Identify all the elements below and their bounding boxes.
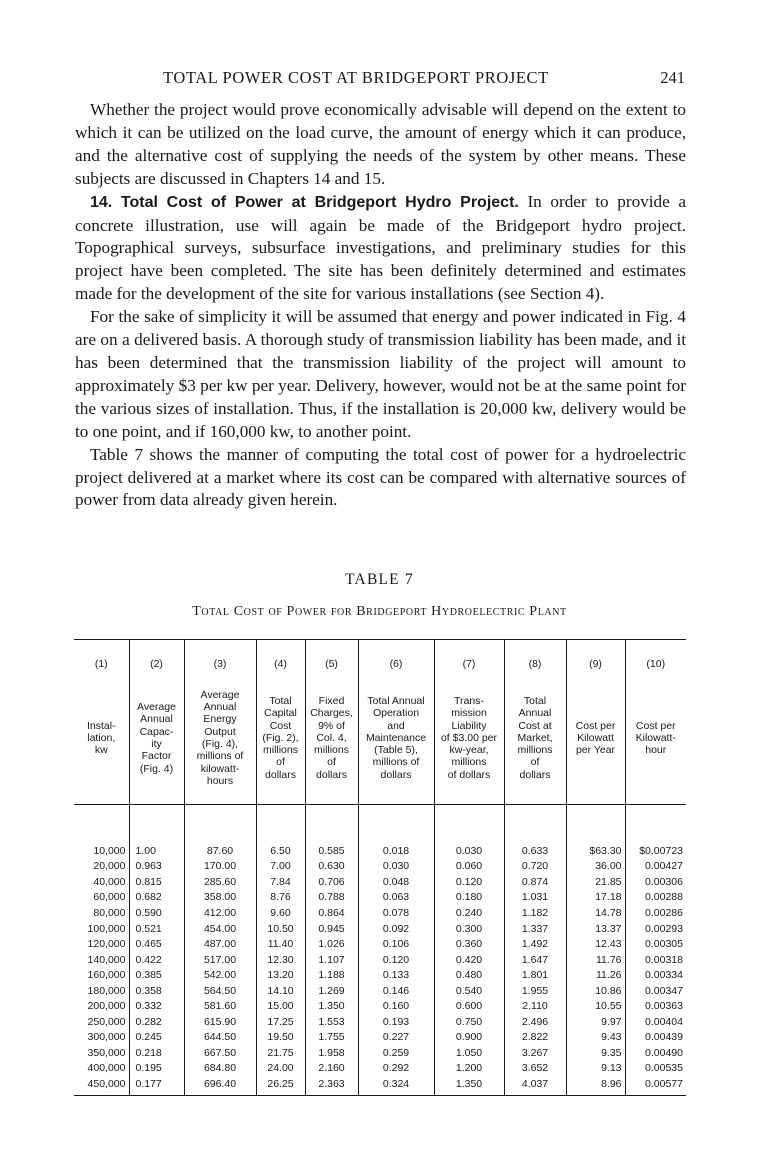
- table-cell: 1.050: [434, 1045, 504, 1061]
- spacer-cell: [305, 805, 358, 844]
- table-cell: 1.188: [305, 967, 358, 983]
- table-cell: 358.00: [184, 890, 256, 906]
- table-cell: 0.120: [358, 952, 434, 968]
- table-cell: 17.25: [256, 1014, 305, 1030]
- paragraph-section-14: [75, 191, 686, 307]
- table-cell: 21.85: [566, 874, 625, 890]
- column-header-line: Annual: [518, 707, 552, 720]
- table-cell: 180,000: [87, 984, 126, 997]
- column-header-line: Annual: [140, 713, 173, 726]
- table-cell: 10,000: [93, 844, 126, 857]
- column-header-line: millions: [262, 744, 298, 757]
- table-row: [74, 843, 686, 859]
- table-cell: 40,000: [93, 875, 126, 888]
- table-cell: 9.60: [256, 905, 305, 921]
- column-header: [256, 672, 305, 805]
- table-row: [74, 874, 686, 890]
- column-header-line: millions of: [196, 750, 244, 763]
- total-cost-table: [74, 639, 686, 1096]
- table-cell: 542.00: [184, 967, 256, 983]
- table-cell: 0.018: [358, 843, 434, 859]
- column-header-line: Capac-: [139, 725, 174, 738]
- table-row: [74, 890, 686, 906]
- table-cell: 7.84: [256, 874, 305, 890]
- column-header-line: Capital: [264, 707, 297, 720]
- column-header-line: of: [276, 756, 285, 769]
- column-header: [625, 672, 686, 805]
- table-cell: 0.358: [129, 983, 184, 999]
- table-cell: 160,000: [87, 969, 126, 982]
- spacer-cell: [566, 805, 625, 844]
- table-cell: 0.360: [434, 936, 504, 952]
- table-cell: 1.00: [129, 843, 184, 859]
- column-header-line: lation,: [87, 731, 116, 744]
- table-cell: 517.00: [184, 952, 256, 968]
- column-header-line: Cost per: [635, 719, 676, 732]
- running-title: TOTAL POWER COST AT BRIDGEPORT PROJECT: [163, 68, 549, 87]
- table-cell: 19.50: [256, 1030, 305, 1046]
- table-cell: 10.86: [566, 983, 625, 999]
- table-cell: 0.00490: [625, 1045, 686, 1061]
- table-cell: 7.00: [256, 859, 305, 875]
- table-cell: 300,000: [87, 1031, 126, 1044]
- table-cell: 0.682: [129, 890, 184, 906]
- table-cell: 0.106: [358, 936, 434, 952]
- column-header-line: (Table 5),: [374, 744, 418, 757]
- spacer-cell: [129, 805, 184, 844]
- column-header-line: millions of: [372, 756, 420, 769]
- table-cell: 0.00318: [625, 952, 686, 968]
- table-row: [74, 936, 686, 952]
- table-cell: 1.553: [305, 1014, 358, 1030]
- table-cell: 0.146: [358, 983, 434, 999]
- column-header-line: hours: [206, 774, 234, 787]
- column-header-line: Market,: [517, 731, 553, 744]
- table-cell: 0.900: [434, 1030, 504, 1046]
- column-header-line: and: [387, 719, 405, 732]
- table-cell: 0.218: [129, 1045, 184, 1061]
- table-cell: 0.030: [358, 859, 434, 875]
- table-cell: 24.00: [256, 1061, 305, 1077]
- table-cell: 2.496: [504, 1014, 566, 1030]
- column-header-line: Average: [200, 688, 240, 701]
- column-header: [74, 672, 129, 805]
- table-cell: 1.026: [305, 936, 358, 952]
- column-header-line: Annual: [203, 701, 237, 714]
- table-cell: 9.43: [566, 1030, 625, 1046]
- column-header-line: (Fig. 4): [139, 762, 174, 775]
- table-cell: 0.00288: [625, 890, 686, 906]
- table-cell: 0.259: [358, 1045, 434, 1061]
- table-cell: 400,000: [87, 1062, 126, 1075]
- table-cell: 0.750: [434, 1014, 504, 1030]
- table-cell: 1.182: [504, 905, 566, 921]
- table-cell: 140,000: [87, 953, 126, 966]
- table-cell: 0.00334: [625, 967, 686, 983]
- table-cell: 1.200: [434, 1061, 504, 1077]
- table-cell: 450,000: [74, 1076, 129, 1095]
- table-cell: 615.90: [184, 1014, 256, 1030]
- column-header: [305, 672, 358, 805]
- column-header-line: per Year: [575, 744, 616, 757]
- column-header-line: Output: [204, 725, 236, 738]
- table-cell: 696.40: [184, 1076, 256, 1095]
- column-header-line: kw: [94, 744, 108, 757]
- column-header-line: Energy: [203, 713, 237, 726]
- table-cell: 11.40: [256, 936, 305, 952]
- table-cell: 454.00: [184, 921, 256, 937]
- table-cell: 14.10: [256, 983, 305, 999]
- table-spacer-row: [74, 805, 686, 844]
- table-cell: 285.60: [184, 874, 256, 890]
- table-cell: $63.30: [566, 843, 625, 859]
- table-cell: 644.50: [184, 1030, 256, 1046]
- table-cell: 0.815: [129, 874, 184, 890]
- table-cell: 0.963: [129, 859, 184, 875]
- table-cell: 100,000: [87, 922, 126, 935]
- table-cell: 0.945: [305, 921, 358, 937]
- column-header-line: millions: [517, 744, 553, 757]
- column-header-line: (Fig. 2),: [262, 731, 299, 744]
- column-number: (2): [129, 640, 184, 673]
- table-cell: 15.00: [256, 998, 305, 1014]
- column-header: [129, 672, 184, 805]
- column-header: [434, 672, 504, 805]
- table-cell: 1.350: [434, 1076, 504, 1095]
- column-number: (10): [625, 640, 686, 673]
- spacer-cell: [434, 805, 504, 844]
- table-cell: 0.177: [129, 1076, 184, 1095]
- table-cell: 36.00: [566, 859, 625, 875]
- column-header: [566, 672, 625, 805]
- table-cell: 21.75: [256, 1045, 305, 1061]
- column-number: (4): [256, 640, 305, 673]
- section-14-text: In order to provide a concrete illustration, use will again be made of the Bridgeport hydro project. Topographical surveys, subsurface investigations, and preliminary studies for this project have been completed. The site has been definitely determined and estimates made for the development of the site for various installations (see Section 4).: [75, 191, 687, 304]
- table-title: Total Cost of Power for Bridgeport Hydroelectric Plant: [192, 604, 567, 619]
- table-row: [74, 983, 686, 999]
- table-cell: 0.385: [129, 967, 184, 983]
- column-number: (1): [74, 640, 129, 673]
- section-heading: Total Cost of Power at Bridgeport Hydro Project.: [120, 193, 519, 211]
- table-row: [74, 1014, 686, 1030]
- table-cell: 0.282: [129, 1014, 184, 1030]
- table-row: [74, 905, 686, 921]
- table-cell: 10.55: [566, 998, 625, 1014]
- column-header-line: of dollars: [447, 768, 491, 781]
- column-header-line: 9% of: [318, 719, 345, 732]
- table-cell: 11.26: [566, 967, 625, 983]
- column-header-line: Charges,: [310, 707, 353, 720]
- table-cell: 667.50: [184, 1045, 256, 1061]
- table-cell: 200,000: [87, 1000, 126, 1013]
- table-cell: 0.160: [358, 998, 434, 1014]
- table-cell: 2.822: [504, 1030, 566, 1046]
- table-cell: 8.76: [256, 890, 305, 906]
- table-cell: 13.20: [256, 967, 305, 983]
- table-cell: 3.267: [504, 1045, 566, 1061]
- column-number-row: [74, 640, 686, 673]
- column-header-line: dollars: [519, 768, 551, 781]
- table-row: [74, 1076, 686, 1095]
- column-header-line: of $3.00 per: [440, 731, 498, 744]
- spacer-cell: [184, 805, 256, 844]
- column-header-line: kilowatt-: [200, 762, 240, 775]
- table-cell: 0.00535: [625, 1061, 686, 1077]
- table-cell: 0.00306: [625, 874, 686, 890]
- table-cell: 0.521: [129, 921, 184, 937]
- page-number: 241: [660, 68, 685, 87]
- table-cell: 1.492: [504, 936, 566, 952]
- column-header-line: Operation: [372, 707, 420, 720]
- table-cell: 6.50: [256, 843, 305, 859]
- table-cell: 564.50: [184, 983, 256, 999]
- column-header-line: kw-year,: [449, 744, 489, 757]
- spacer-cell: [256, 805, 305, 844]
- table-cell: 0.00293: [625, 921, 686, 937]
- table-cell: 12.30: [256, 952, 305, 968]
- table-cell: 0.422: [129, 952, 184, 968]
- table-cell: 11.76: [566, 952, 625, 968]
- column-header: [184, 672, 256, 805]
- table-cell: 0.630: [305, 859, 358, 875]
- column-header-line: hour: [645, 744, 667, 757]
- column-header-line: ity: [151, 738, 162, 750]
- column-header-line: Kilowatt-: [635, 731, 676, 744]
- paragraph-table-intro: Table 7 shows the manner of computing the total cost of power for a hydroelectric project delivered at a market where its cost can be compared with alternative sources of power from data already given herein.: [75, 444, 686, 510]
- body-text: [75, 99, 686, 512]
- table-cell: 0.060: [434, 859, 504, 875]
- table-cell: 0.332: [129, 998, 184, 1014]
- table-cell: 0.324: [358, 1076, 434, 1095]
- table-cell: 12.43: [566, 936, 625, 952]
- table-cell: 60,000: [93, 891, 126, 904]
- table-row: [74, 921, 686, 937]
- table-cell: 581.60: [184, 998, 256, 1014]
- column-header-line: (Fig. 4),: [201, 738, 239, 750]
- table-cell: 487.00: [184, 936, 256, 952]
- column-header-line: Total: [269, 694, 292, 707]
- table-cell: 1.755: [305, 1030, 358, 1046]
- column-header-line: Maintenance: [365, 731, 427, 744]
- table-cell: 0.600: [434, 998, 504, 1014]
- column-number: (3): [184, 640, 256, 673]
- table-cell: 0.133: [358, 967, 434, 983]
- table-cell: 0.048: [358, 874, 434, 890]
- table-cell: 1.801: [504, 967, 566, 983]
- column-header-line: Kilowatt: [577, 731, 614, 744]
- column-header: [504, 672, 566, 805]
- column-header-line: mission: [451, 707, 487, 720]
- column-header-line: millions: [451, 756, 487, 769]
- table-cell: 120,000: [87, 938, 126, 951]
- table-cell: 0.292: [358, 1061, 434, 1077]
- table-label: TABLE 7: [345, 571, 414, 588]
- table-cell: 0.00404: [625, 1014, 686, 1030]
- table-cell: 0.00363: [625, 998, 686, 1014]
- column-header-line: of: [327, 756, 336, 769]
- table-cell: 87.60: [184, 843, 256, 859]
- table-cell: 0.245: [129, 1030, 184, 1046]
- column-number: (9): [566, 640, 625, 673]
- table-cell: 170.00: [184, 859, 256, 875]
- table-row: [74, 952, 686, 968]
- table-cell: 0.078: [358, 905, 434, 921]
- table-cell: 2.363: [305, 1076, 358, 1095]
- table-cell: 0.720: [504, 859, 566, 875]
- table-cell: 412.00: [184, 905, 256, 921]
- column-number: (5): [305, 640, 358, 673]
- column-header-line: Liability: [451, 719, 487, 732]
- column-number: (8): [504, 640, 566, 673]
- table-cell: 0.092: [358, 921, 434, 937]
- table-cell: 0.00305: [625, 936, 686, 952]
- column-header-line: dollars: [380, 768, 412, 781]
- table-cell: 17.18: [566, 890, 625, 906]
- table-cell: $0.00723: [625, 843, 686, 859]
- table-cell: 9.13: [566, 1061, 625, 1077]
- table-cell: 1.337: [504, 921, 566, 937]
- column-header-row: [74, 672, 686, 805]
- table-row: [74, 859, 686, 875]
- table-cell: 3.652: [504, 1061, 566, 1077]
- table-cell: 0.633: [504, 843, 566, 859]
- table-cell: 250,000: [87, 1015, 126, 1028]
- table-cell: 0.706: [305, 874, 358, 890]
- table-cell: 0.864: [305, 905, 358, 921]
- table-cell: 0.063: [358, 890, 434, 906]
- table-cell: 0.00286: [625, 905, 686, 921]
- table-cell: 26.25: [256, 1076, 305, 1095]
- table-row: [74, 1045, 686, 1061]
- table-cell: 9.35: [566, 1045, 625, 1061]
- table-cell: 0.00347: [625, 983, 686, 999]
- table-cell: 0.465: [129, 936, 184, 952]
- table-cell: 0.300: [434, 921, 504, 937]
- table-cell: 1.647: [504, 952, 566, 968]
- column-header-line: Average: [137, 701, 176, 714]
- table-cell: 0.585: [305, 843, 358, 859]
- table-cell: 0.227: [358, 1030, 434, 1046]
- column-header-line: Fixed: [318, 694, 345, 707]
- table-cell: 20,000: [93, 860, 126, 873]
- table-cell: 0.480: [434, 967, 504, 983]
- column-header-line: Col. 4,: [316, 731, 347, 744]
- column-header-line: Cost: [269, 719, 292, 732]
- table-cell: 0.120: [434, 874, 504, 890]
- spacer-cell: [625, 805, 686, 844]
- table-cell: 4.037: [504, 1076, 566, 1095]
- section-number: 14.: [90, 193, 113, 211]
- spacer-cell: [504, 805, 566, 844]
- table-cell: 1.958: [305, 1045, 358, 1061]
- column-header-line: millions: [313, 744, 349, 757]
- table-cell: 0.00439: [625, 1030, 686, 1046]
- column-header-line: Cost per: [575, 719, 616, 732]
- table-cell: 0.00427: [625, 859, 686, 875]
- running-head: [75, 68, 685, 92]
- table-cell: 13.37: [566, 921, 625, 937]
- table-cell: 0.193: [358, 1014, 434, 1030]
- column-header-line: Cost at: [518, 719, 552, 732]
- column-header-line: Total: [523, 694, 547, 707]
- table-cell: 0.590: [129, 905, 184, 921]
- column-header: [358, 672, 434, 805]
- column-header-line: Total Annual: [367, 694, 425, 707]
- table-cell: 0.420: [434, 952, 504, 968]
- column-header-line: Trans-: [454, 694, 484, 707]
- column-number: (7): [434, 640, 504, 673]
- table-cell: 684.80: [184, 1061, 256, 1077]
- table-row: [74, 967, 686, 983]
- table-cell: 8.96: [566, 1076, 625, 1095]
- table-cell: 0.195: [129, 1061, 184, 1077]
- column-number: (6): [358, 640, 434, 673]
- table-cell: 2.160: [305, 1061, 358, 1077]
- spacer-cell: [74, 805, 129, 844]
- table-row: [74, 1030, 686, 1046]
- table-cell: 0.030: [434, 843, 504, 859]
- table-cell: 0.540: [434, 983, 504, 999]
- table-cell: 0.180: [434, 890, 504, 906]
- table-cell: 10.50: [256, 921, 305, 937]
- table-cell: 9.97: [566, 1014, 625, 1030]
- paragraph-economic-advisability: Whether the project would prove economically advisable will depend on the extent to which it can be utilized on the load curve, the amount of energy which it can produce, and the alternative cost of supplying the needs of the system by other means. These subjects are discussed in Chapters 14 and 15.: [75, 100, 686, 188]
- table-cell: 350,000: [87, 1046, 126, 1059]
- paragraph-transmission-liability: For the sake of simplicity it will be assumed that energy and power indicated in Fig. 4 are on a delivered basis. A thorough study of transmission liability has been made, and it has been determined that the transmission liability of the project will amount to approximately $3 per kw per year. Delivery, however, would not be at the same point for the various sizes of installation. Thus, if the installation is 20,000 kw, delivery would be to one point, and if 160,000 kw, to another point.: [75, 307, 686, 441]
- table-cell: 1.955: [504, 983, 566, 999]
- table-cell: 2.110: [504, 998, 566, 1014]
- table-cell: 0.874: [504, 874, 566, 890]
- column-header-line: dollars: [265, 768, 296, 781]
- table-cell: 1.031: [504, 890, 566, 906]
- table-cell: 1.269: [305, 983, 358, 999]
- table-cell: 0.788: [305, 890, 358, 906]
- column-header-line: Instal-: [86, 719, 116, 732]
- table-cell: 0.00577: [625, 1076, 686, 1095]
- table-body: [74, 805, 686, 1096]
- table-cell: 14.78: [566, 905, 625, 921]
- spacer-cell: [358, 805, 434, 844]
- table-row: [74, 998, 686, 1014]
- table-cell: 1.107: [305, 952, 358, 968]
- column-header-line: dollars: [316, 768, 347, 781]
- column-header-line: Factor: [141, 750, 172, 763]
- table-row: [74, 1061, 686, 1077]
- table-cell: 1.350: [305, 998, 358, 1014]
- column-header-line: of: [530, 756, 540, 769]
- table-cell: 0.240: [434, 905, 504, 921]
- table-cell: 80,000: [93, 906, 126, 919]
